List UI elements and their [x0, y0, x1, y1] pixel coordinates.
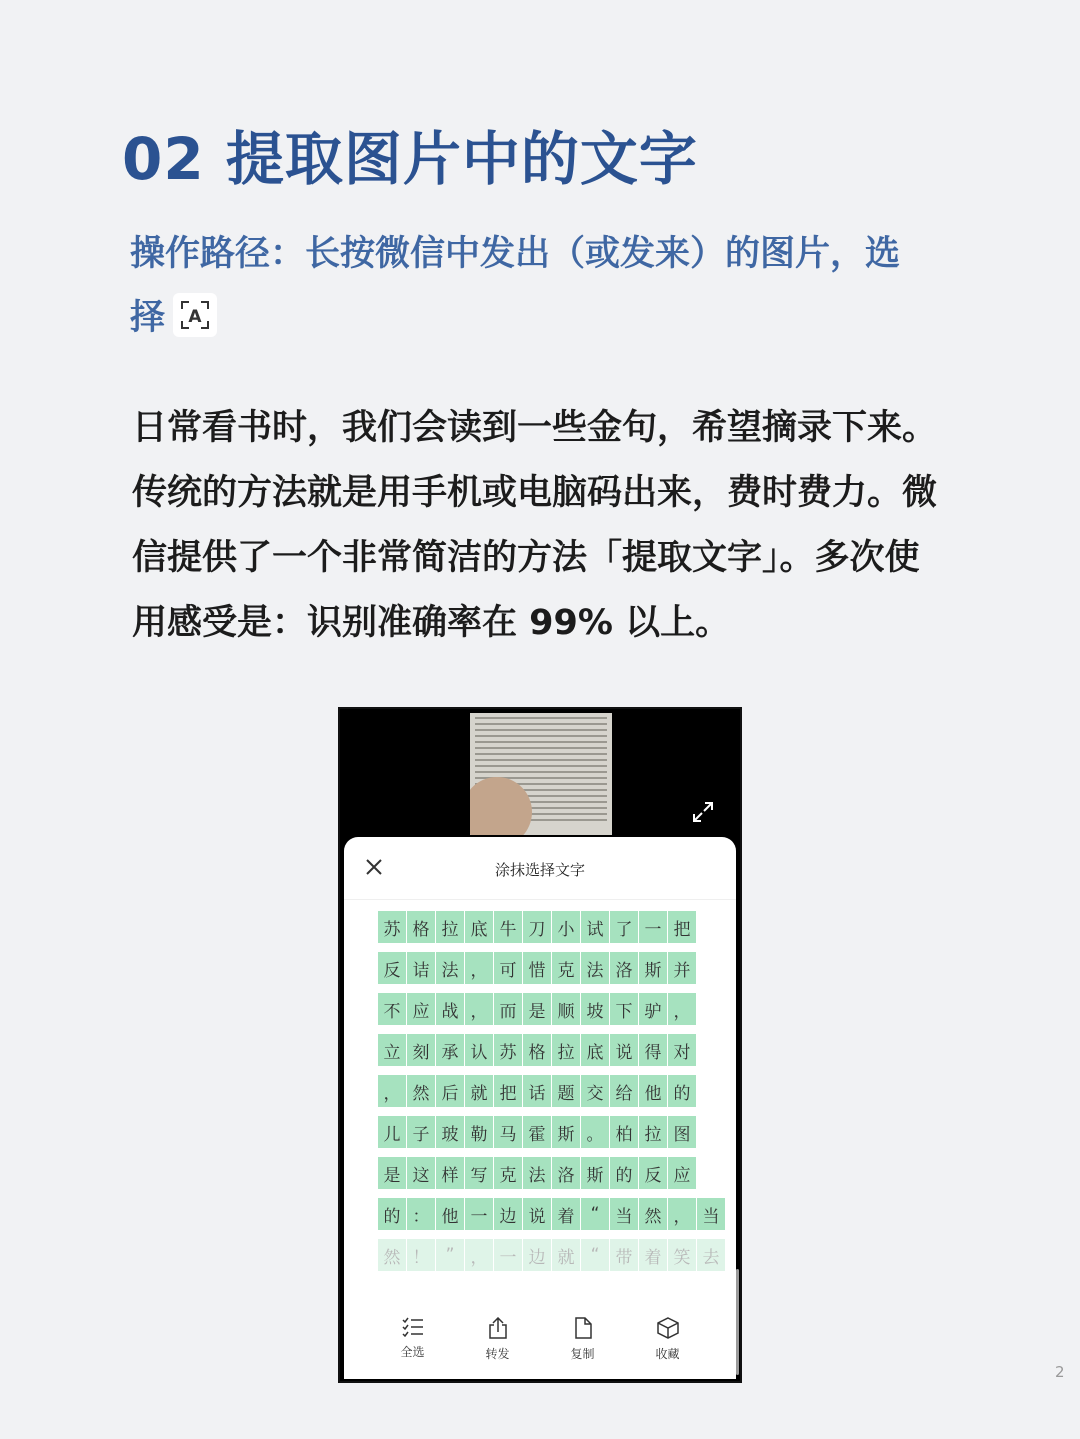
text-char[interactable]: 并: [668, 952, 696, 984]
operation-path: [130, 222, 930, 350]
share-button[interactable]: [468, 1317, 528, 1362]
text-char[interactable]: 一: [465, 1198, 493, 1230]
text-char[interactable]: 的: [668, 1075, 696, 1107]
text-char[interactable]: 就: [552, 1239, 580, 1271]
text-char[interactable]: 然: [639, 1198, 667, 1230]
text-char[interactable]: 这: [407, 1157, 435, 1189]
text-char[interactable]: ，: [465, 993, 493, 1025]
text-char[interactable]: 玻: [436, 1116, 464, 1148]
select-all-label: 全选: [400, 1345, 425, 1359]
recognized-text-grid[interactable]: [378, 911, 726, 1280]
text-char[interactable]: 坡: [581, 993, 609, 1025]
text-char[interactable]: 儿: [378, 1116, 406, 1148]
text-selection-sheet: [344, 837, 736, 1379]
text-char[interactable]: 不: [378, 993, 406, 1025]
text-char[interactable]: 笑: [668, 1239, 696, 1271]
text-char[interactable]: 诘: [407, 952, 435, 984]
text-char[interactable]: 是: [523, 993, 551, 1025]
page-title: 02 提取图片中的文字: [122, 125, 698, 193]
text-char[interactable]: 着: [552, 1198, 580, 1230]
text-char[interactable]: 一: [639, 911, 667, 943]
text-char[interactable]: “: [581, 1198, 609, 1230]
text-row[interactable]: [378, 993, 726, 1034]
favorite-button[interactable]: [638, 1317, 698, 1362]
text-char[interactable]: 然: [407, 1075, 435, 1107]
text-char[interactable]: 柏: [610, 1116, 638, 1148]
favorite-label: 收藏: [655, 1347, 680, 1361]
text-char[interactable]: 格: [523, 1034, 551, 1066]
favorite-box-icon: [657, 1317, 679, 1339]
share-label: 转发: [485, 1347, 510, 1361]
text-char[interactable]: 得: [639, 1034, 667, 1066]
text-row[interactable]: [378, 1075, 726, 1116]
text-char[interactable]: 样: [436, 1157, 464, 1189]
action-bar: [344, 1317, 736, 1362]
text-char[interactable]: 反: [639, 1157, 667, 1189]
text-char[interactable]: 应: [407, 993, 435, 1025]
text-char[interactable]: ”: [436, 1239, 464, 1271]
text-char[interactable]: 底: [465, 911, 493, 943]
text-char[interactable]: 是: [378, 1157, 406, 1189]
text-char[interactable]: 牛: [494, 911, 522, 943]
text-char[interactable]: 惜: [523, 952, 551, 984]
text-char[interactable]: 马: [494, 1116, 522, 1148]
sheet-title: 涂抹选择文字: [494, 861, 585, 879]
text-char[interactable]: 法: [581, 952, 609, 984]
text-char[interactable]: 拉: [436, 911, 464, 943]
copy-label: 复制: [570, 1347, 595, 1361]
text-char[interactable]: 把: [668, 911, 696, 943]
text-char[interactable]: 斯: [581, 1157, 609, 1189]
text-char[interactable]: ：: [407, 1198, 435, 1230]
text-row[interactable]: [378, 1239, 726, 1280]
text-row[interactable]: [378, 1157, 726, 1198]
text-char[interactable]: 小: [552, 911, 580, 943]
text-char[interactable]: 立: [378, 1034, 406, 1066]
page-number: 2: [1055, 1363, 1065, 1381]
text-char[interactable]: 战: [436, 993, 464, 1025]
text-char[interactable]: 着: [639, 1239, 667, 1271]
book-photo: [470, 713, 612, 835]
text-char[interactable]: 苏: [378, 911, 406, 943]
text-char[interactable]: 克: [552, 952, 580, 984]
text-row[interactable]: [378, 1198, 726, 1239]
text-char[interactable]: 他: [639, 1075, 667, 1107]
text-char[interactable]: 斯: [552, 1116, 580, 1148]
text-char[interactable]: 。: [581, 1116, 609, 1148]
text-char[interactable]: 洛: [552, 1157, 580, 1189]
text-char[interactable]: 了: [610, 911, 638, 943]
divider: [344, 899, 736, 900]
svg-text:A: A: [188, 307, 202, 327]
text-char[interactable]: 子: [407, 1116, 435, 1148]
expand-icon[interactable]: [692, 801, 714, 827]
text-char[interactable]: 驴: [639, 993, 667, 1025]
copy-button[interactable]: [553, 1317, 613, 1362]
text-char[interactable]: 边: [494, 1198, 522, 1230]
text-char[interactable]: ，: [378, 1075, 406, 1107]
select-all-button[interactable]: [383, 1317, 443, 1362]
text-char[interactable]: 带: [610, 1239, 638, 1271]
text-char[interactable]: 拉: [639, 1116, 667, 1148]
text-char[interactable]: 的: [610, 1157, 638, 1189]
text-char[interactable]: 霍: [523, 1116, 551, 1148]
text-char[interactable]: 一: [494, 1239, 522, 1271]
text-char[interactable]: 承: [436, 1034, 464, 1066]
text-char[interactable]: 然: [378, 1239, 406, 1271]
text-char[interactable]: 应: [668, 1157, 696, 1189]
text-char[interactable]: 题: [552, 1075, 580, 1107]
text-row[interactable]: [378, 1116, 726, 1157]
text-char[interactable]: 当: [697, 1198, 725, 1230]
finger: [470, 777, 532, 835]
text-char[interactable]: 交: [581, 1075, 609, 1107]
text-char[interactable]: 后: [436, 1075, 464, 1107]
text-char[interactable]: ！: [407, 1239, 435, 1271]
text-char[interactable]: 拉: [552, 1034, 580, 1066]
operation-path-text: 操作路径：长按微信中发出（或发来）的图片，选择: [130, 234, 901, 338]
text-char[interactable]: 把: [494, 1075, 522, 1107]
text-char[interactable]: 刀: [523, 911, 551, 943]
body-paragraph: 日常看书时，我们会读到一些金句，希望摘录下来。传统的方法就是用手机或电脑码出来，费时费力。微信提供了一个非常简洁的方法「提取文字」。多次使用感受是：识别准确率在 99% 以上。: [132, 408, 938, 643]
text-char[interactable]: ，: [465, 1239, 493, 1271]
text-char[interactable]: 斯: [639, 952, 667, 984]
text-char[interactable]: 反: [378, 952, 406, 984]
text-char[interactable]: 下: [610, 993, 638, 1025]
text-char[interactable]: 认: [465, 1034, 493, 1066]
text-char[interactable]: 刻: [407, 1034, 435, 1066]
text-char[interactable]: “: [581, 1239, 609, 1271]
text-char[interactable]: 可: [494, 952, 522, 984]
text-char[interactable]: 底: [581, 1034, 609, 1066]
text-char[interactable]: 克: [494, 1157, 522, 1189]
text-char[interactable]: 法: [436, 952, 464, 984]
text-char[interactable]: ，: [668, 993, 696, 1025]
text-char[interactable]: 就: [465, 1075, 493, 1107]
text-char[interactable]: 苏: [494, 1034, 522, 1066]
text-char[interactable]: 说: [610, 1034, 638, 1066]
text-char[interactable]: ，: [668, 1198, 696, 1230]
text-char[interactable]: ，: [465, 952, 493, 984]
text-char[interactable]: 边: [523, 1239, 551, 1271]
text-char[interactable]: 当: [610, 1198, 638, 1230]
text-char[interactable]: 洛: [610, 952, 638, 984]
text-char[interactable]: 给: [610, 1075, 638, 1107]
text-char[interactable]: 顺: [552, 993, 580, 1025]
text-char[interactable]: 对: [668, 1034, 696, 1066]
text-char[interactable]: 去: [697, 1239, 725, 1271]
select-all-icon: [402, 1317, 424, 1337]
text-extract-icon: [173, 293, 217, 337]
text-char[interactable]: 他: [436, 1198, 464, 1230]
text-char[interactable]: 法: [523, 1157, 551, 1189]
phone-screenshot: [338, 707, 742, 1383]
text-char[interactable]: 说: [523, 1198, 551, 1230]
text-char[interactable]: 写: [465, 1157, 493, 1189]
text-char[interactable]: 格: [407, 911, 435, 943]
text-row[interactable]: [378, 952, 726, 993]
text-char[interactable]: 试: [581, 911, 609, 943]
text-char[interactable]: 话: [523, 1075, 551, 1107]
scrollbar[interactable]: [736, 1269, 739, 1375]
copy-icon: [574, 1317, 592, 1339]
text-row[interactable]: [378, 1034, 726, 1075]
text-char[interactable]: 而: [494, 993, 522, 1025]
text-char[interactable]: 勒: [465, 1116, 493, 1148]
share-icon: [488, 1317, 508, 1339]
text-row[interactable]: [378, 911, 726, 952]
text-char[interactable]: 图: [668, 1116, 696, 1148]
text-char[interactable]: 的: [378, 1198, 406, 1230]
